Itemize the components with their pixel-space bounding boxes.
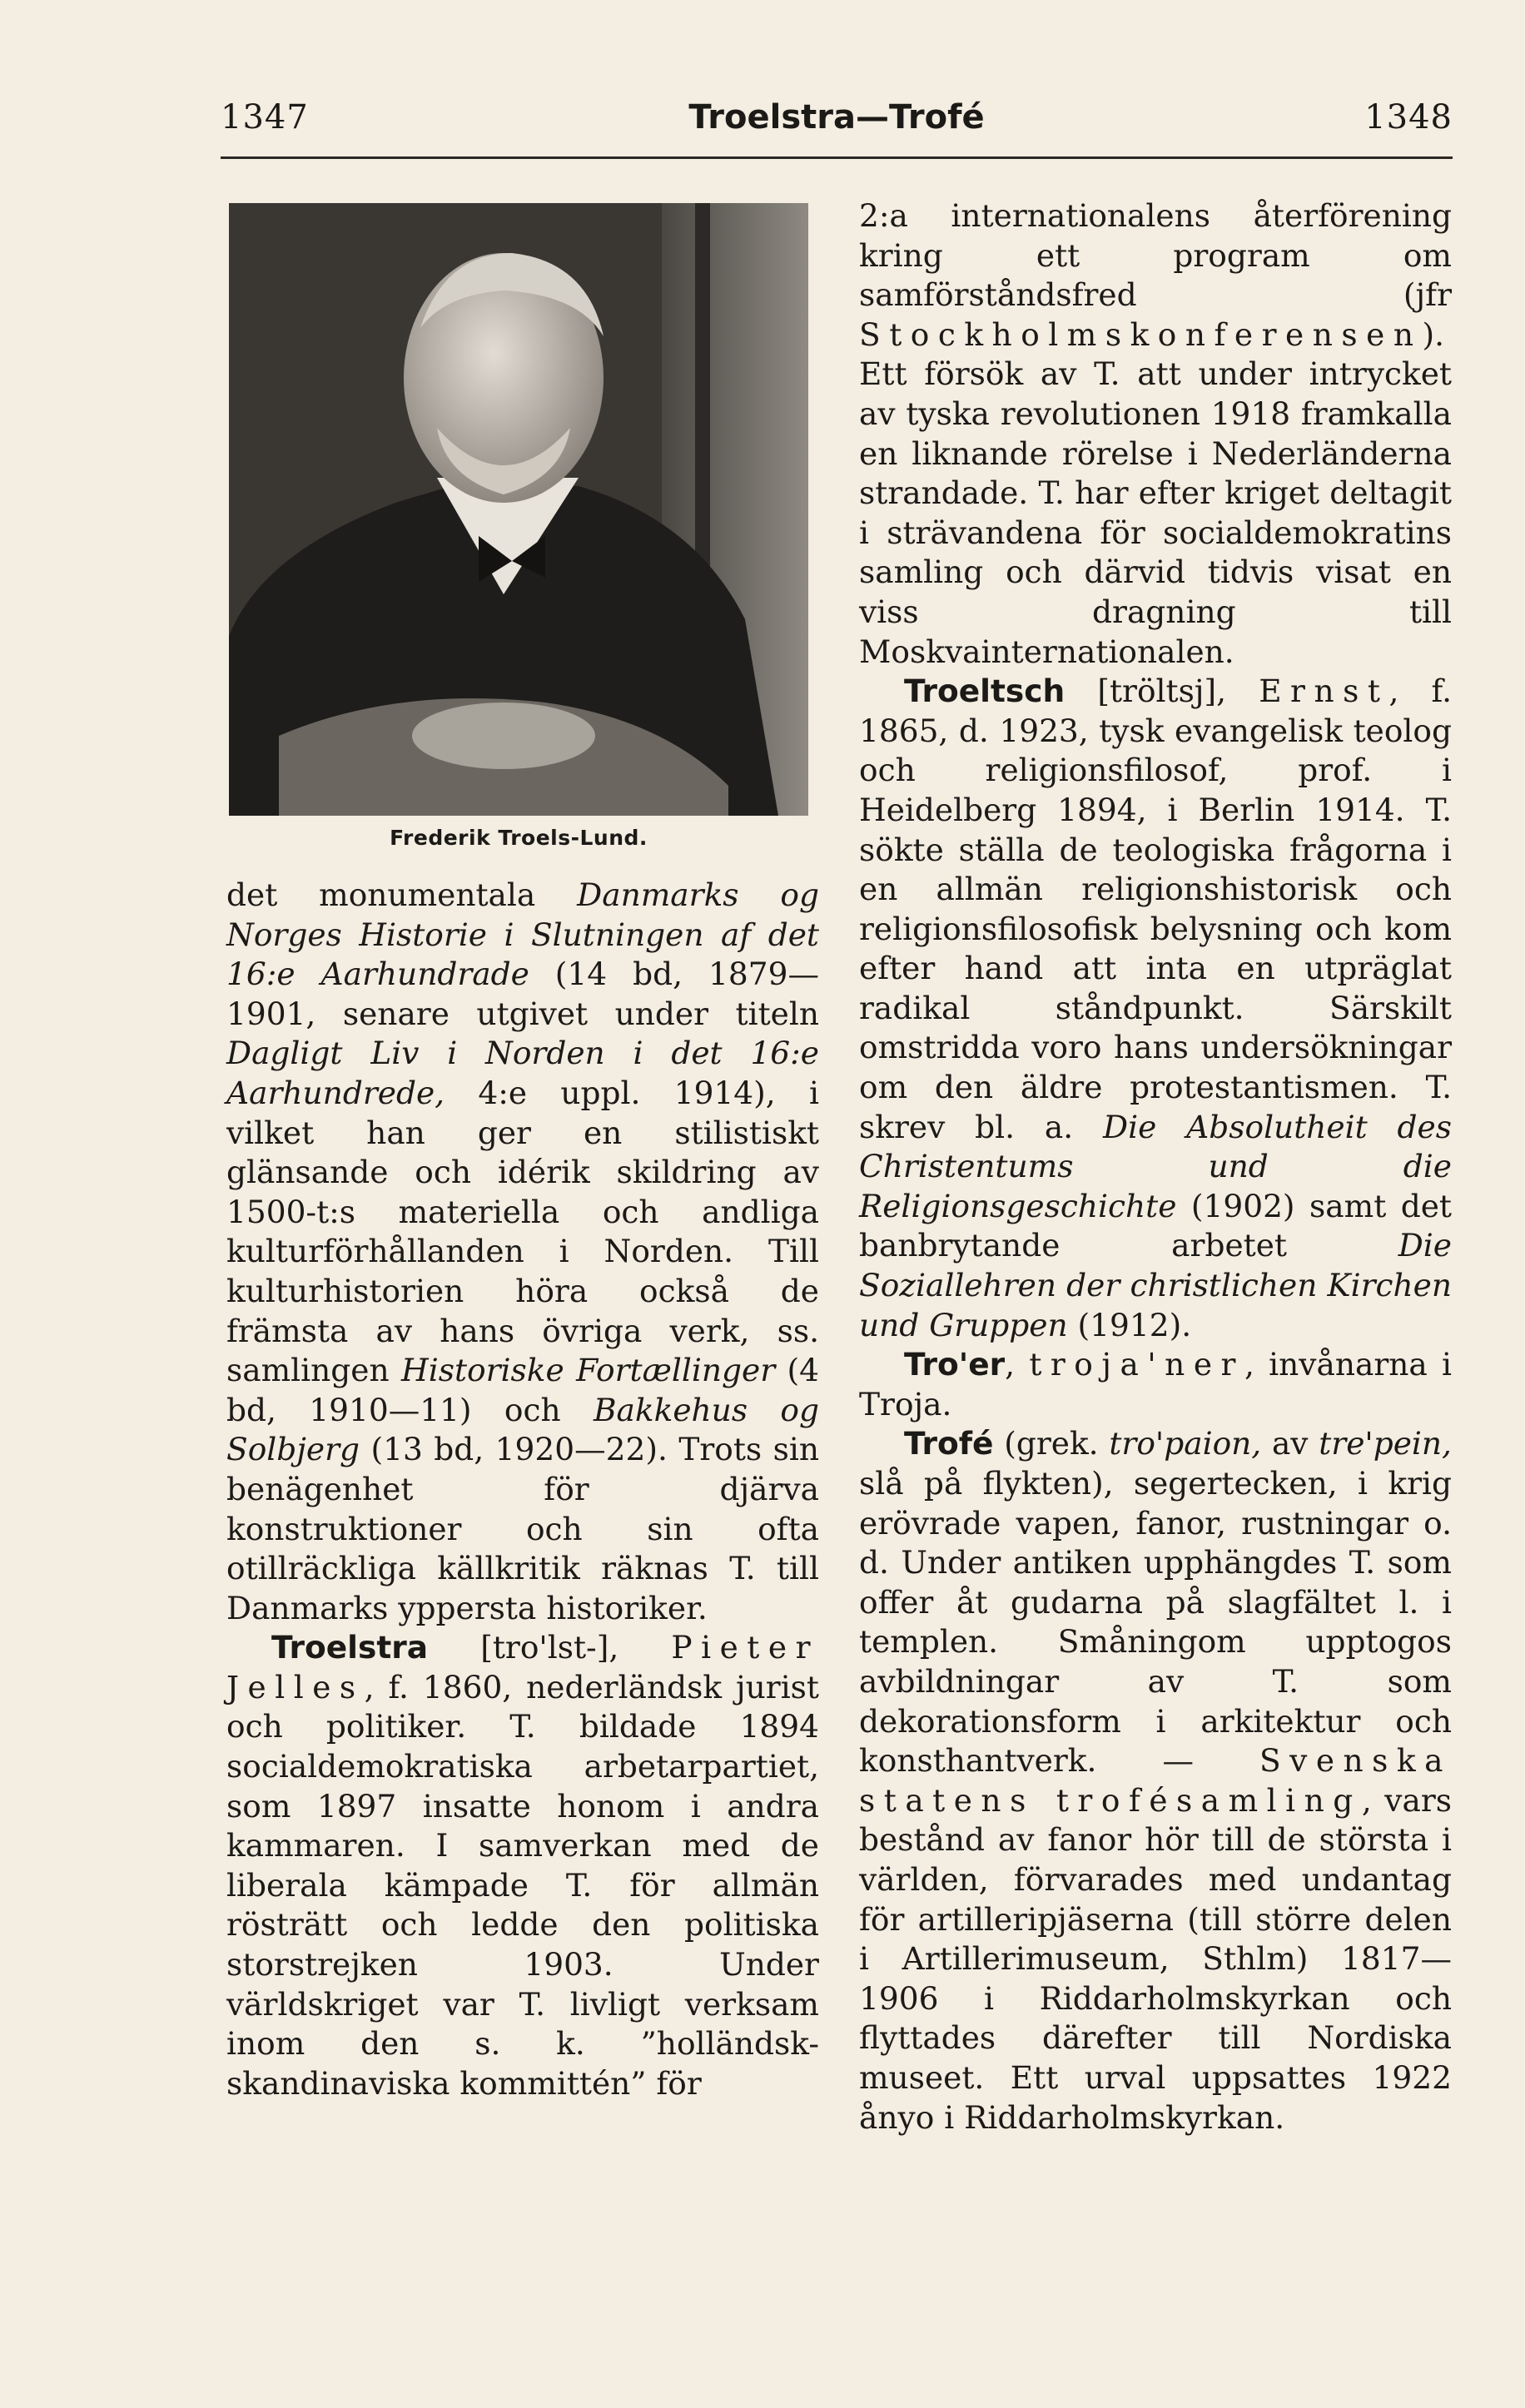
photo-caption: Frederik Troels-Lund.: [390, 826, 648, 850]
running-title: Troelstra—Trofé: [688, 98, 985, 137]
work-title: Die Absolutheit des Christentums und die Religionsgeschichte: [859, 1108, 1452, 1224]
headword: Troeltsch: [904, 673, 1066, 710]
portrait-illustration: [229, 203, 808, 816]
headword: Trofé: [904, 1425, 994, 1462]
greek-term: tro'paion,: [1109, 1425, 1262, 1462]
spaced-name: Ernst: [1259, 673, 1389, 710]
page-header: [221, 98, 1453, 148]
entry-troelstra: Troelstra [tro'lst-], Pieter Jelles, f. 1860, nederländsk jurist och politiker. T. bildade 1894 socialdemokratiska arbetarpartiet, som 1897 insatte honom i andra kammaren. I samverkan med de liberala kämpade T. för allmän rösträtt och ledde den politiska storstrejken 1903. Under världskriget var T. livligt verksam inom den s. k. ”holländsk-skandinaviska kommittén” för: [226, 1629, 819, 2102]
work-title: Bakkehus og Solbjerg: [226, 1391, 819, 1468]
spaced-reference: Stockholmskonferensen: [859, 315, 1423, 353]
work-title: Dagligt Liv i Norden i det 16:e Aarhundrede,: [226, 1035, 819, 1111]
right-column: [859, 196, 1452, 2137]
page-number-right: 1348: [1364, 98, 1453, 137]
portrait-photo: [229, 203, 808, 816]
spaced-term: Svenska statens trofésamling: [859, 1742, 1452, 1819]
troelstra-entry-continuation: 2:a internationalens återförening kring ett program om samförståndsfred (jfr Stockholmskonferensen). Ett försök av T. att under intrycket av tyska revolutionen 1918 framkalla en liknande rörelse i Nederländerna strandade. T. har efter kriget deltagit i strävandena för socialdemokratins samling och därvid tidvis visat en viss dragning till Moskvainternationalen.: [859, 197, 1452, 670]
left-column: [226, 876, 819, 2103]
page-number-left: 1347: [221, 98, 309, 137]
headword: Troelstra: [271, 1629, 429, 1666]
entry-troeltsch: Troeltsch [tröltsj], Ernst, f. 1865, d. 1923, tysk evangelisk teolog och religionsfilosof, prof. i Heidelberg 1894, i Berlin 1914. T. sökte ställa de teologiska frågorna i en allmän religionshistorisk och religionsfilosofisk belysning och kom efter hand att inta en utpräglat radikal ståndpunkt. Särskilt omstridda voro hans undersökningar om den äldre protestantismen. T. skrev bl. a. Die Absolutheit des Christentums und die Religionsgeschichte (1902) samt det banbrytande arbetet Die Soziallehren der christlichen Kirchen und Gruppen (1912).: [859, 673, 1453, 1343]
work-title: Historiske Fortællinger: [401, 1352, 776, 1389]
headword: Tro'er: [904, 1346, 1006, 1383]
work-title: Die Soziallehren der christlichen Kirchen und Gruppen: [859, 1227, 1452, 1343]
greek-term: tre'pein,: [1319, 1425, 1452, 1462]
entry-trofe: Trofé (grek. tro'paion, av tre'pein, slå på flykten), segertecken, i krig erövrade vapen, fanor, rustningar o. d. Under antiken upphängdes T. som offer åt gudarna på slagfältet l. i templen. Småningom upptogos avbildningar av T. som dekorationsform i arkitektur och konsthantverk. — Svenska statens trofésamling, vars bestånd av fanor hör till de största i världen, förvarades med undantag för artilleripjäserna (till större delen i Artillerimuseum, Sthlm) 1817—1906 i Riddarholmskyrkan och flyttades därefter till Nordiska museet. Ett urval uppsattes 1922 ånyo i Riddarholmskyrkan.: [859, 1425, 1452, 2136]
lund-entry-continuation: det monumentala Danmarks og Norges Historie i Slutningen af det 16:e Aarhundrade (14 bd, 1879—1901, senare utgivet under titeln Dagligt Liv i Norden i det 16:e Aarhundrede, 4:e uppl. 1914), i vilket han ger en stilistiskt glänsande och idérik skildring av 1500-t:s materiella och andliga kulturförhållanden i Norden. Till kulturhistorien höra också de främsta av hans övriga verk, ss. samlingen Historiske Fortællinger (4 bd, 1910—11) och Bakkehus og Solbjerg (13 bd, 1920—22). Trots sin benägenhet för djärva konstruktioner och sin ofta otillräckliga källkritik räknas T. till Danmarks yppersta historiker.: [226, 876, 820, 1626]
spaced-name: Pieter Jelles: [226, 1629, 819, 1705]
header-rule: [221, 156, 1453, 159]
work-title: Danmarks og Norges Historie i Slutningen af det 16:e Aarhundrade: [226, 876, 820, 993]
spaced-term: troja'ner: [1029, 1346, 1244, 1383]
entry-troer: Tro'er, troja'ner, invånarna i Troja.: [859, 1346, 1453, 1422]
